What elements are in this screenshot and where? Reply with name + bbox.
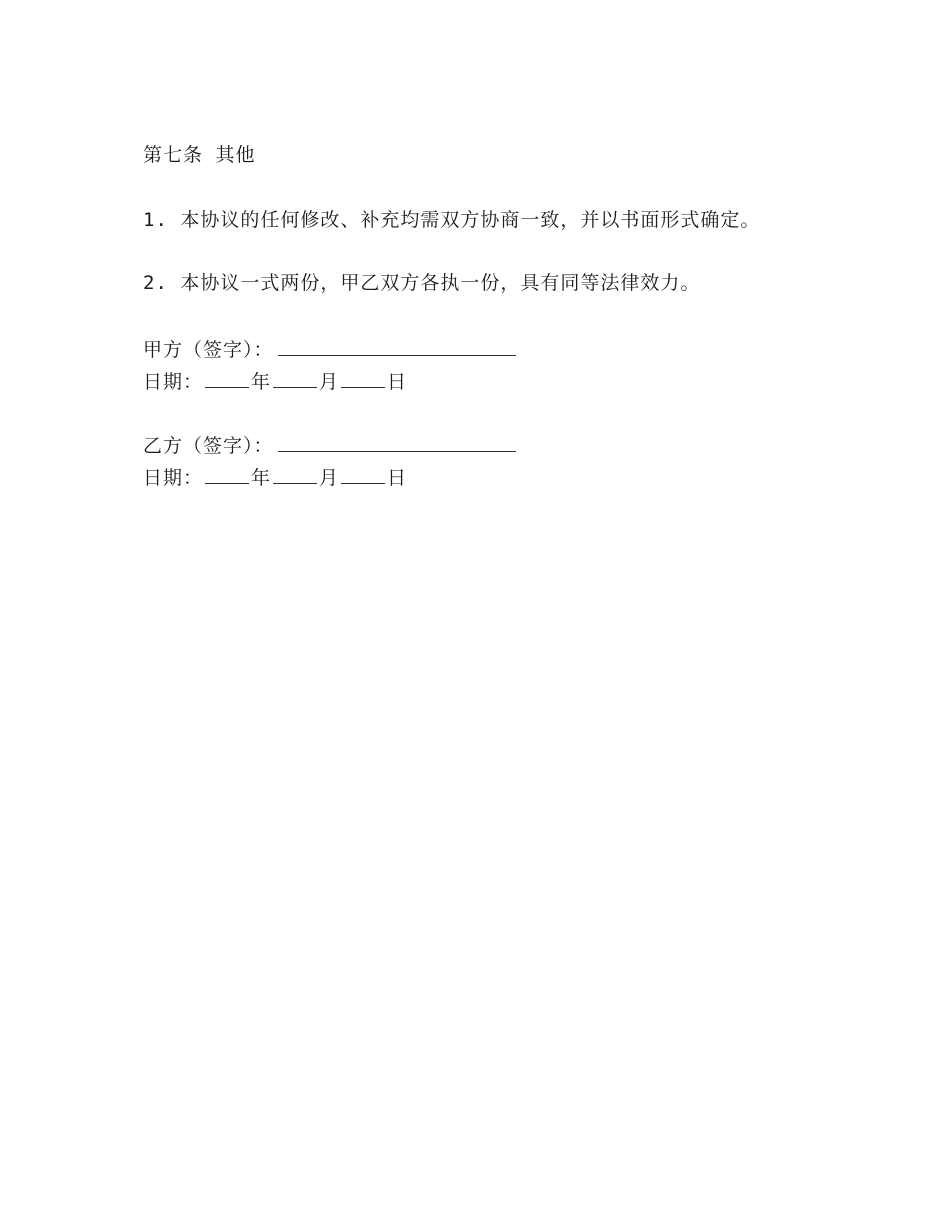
party-a-year-label: 年 [251, 371, 272, 393]
party-a-date-label: 日期： [143, 371, 204, 393]
party-b-year-label: 年 [251, 467, 272, 489]
party-b-day-blank [341, 465, 385, 484]
clause-1: 1. 本协议的任何修改、补充均需双方协商一致，并以书面形式确定。 [143, 209, 761, 231]
party-a-day-label: 日 [387, 371, 408, 393]
party-b-label: 乙方（签字）： [143, 435, 274, 457]
party-b-date-label: 日期： [143, 467, 204, 489]
party-b-day-label: 日 [387, 467, 408, 489]
clause-2: 2. 本协议一式两份，甲乙双方各执一份，具有同等法律效力。 [143, 272, 701, 294]
party-b-signature-line [143, 433, 516, 459]
party-a-month-label: 月 [319, 371, 340, 393]
party-a-date-line [143, 369, 407, 395]
party-b-month-blank [273, 465, 317, 484]
party-a-signature-blank [278, 337, 516, 356]
party-b-year-blank [205, 465, 249, 484]
article-heading: 第七条 其他 [143, 144, 256, 166]
party-a-label: 甲方（签字）： [143, 339, 274, 361]
party-a-signature-line [143, 337, 516, 363]
party-b-signature-blank [278, 433, 516, 452]
party-b-month-label: 月 [319, 467, 340, 489]
party-a-day-blank [341, 369, 385, 388]
party-a-year-blank [205, 369, 249, 388]
party-a-month-blank [273, 369, 317, 388]
party-b-date-line [143, 465, 407, 491]
